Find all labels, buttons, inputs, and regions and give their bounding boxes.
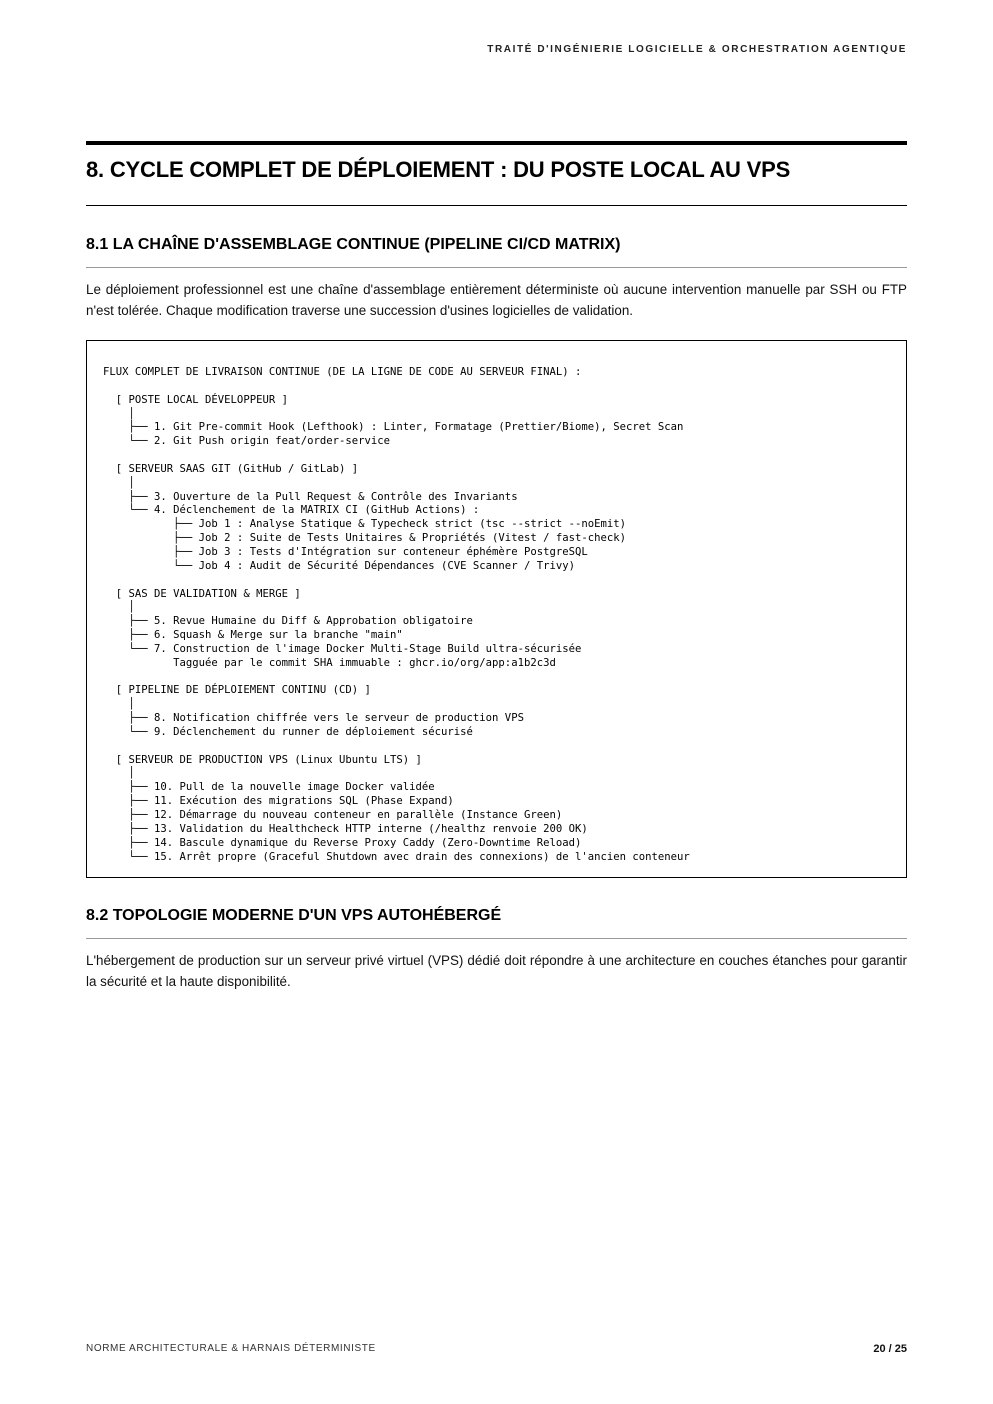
- code-line: [ PIPELINE DE DÉPLOIEMENT CONTINU (CD) ]: [103, 684, 371, 697]
- code-line: [ SERVEUR DE PRODUCTION VPS (Linux Ubuntu LTS) ]: [103, 753, 422, 766]
- code-line: │: [103, 407, 135, 420]
- section-8-1-rule: [86, 267, 907, 268]
- code-line: [103, 740, 690, 754]
- section-8-2-paragraph: L'hébergement de production sur un serveur privé virtuel (VPS) dédié doit répondre à une architecture en couches étanches pour garantir la sécurité et la haute disponibilité.: [86, 953, 907, 989]
- code-line: ├── 3. Ouverture de la Pull Request & Contrôle des Invariants: [103, 490, 518, 503]
- code-line: [103, 380, 690, 394]
- code-line: ├── Job 1 : Analyse Statique & Typecheck strict (tsc --strict --noEmit): [103, 518, 626, 531]
- section-8-1-paragraph: Le déploiement professionnel est une chaîne d'assemblage entièrement déterministe où aucune intervention manuelle par SSH ou FTP n'est tolérée. Chaque modification traverse une succession d'usines logicielles de validation.: [86, 282, 907, 318]
- running-header: TRAITÉ D'INGÉNIERIE LOGICIELLE & ORCHESTRATION AGENTIQUE: [487, 44, 907, 55]
- code-line: [ SAS DE VALIDATION & MERGE ]: [103, 587, 301, 600]
- code-line: │: [103, 476, 135, 489]
- code-line: ├── Job 3 : Tests d'Intégration sur conteneur éphémère PostgreSQL: [103, 545, 588, 558]
- code-line: ├── 10. Pull de la nouvelle image Docker validée: [103, 781, 435, 794]
- section-8-1-title: 8.1 LA CHAÎNE D'ASSEMBLAGE CONTINUE (PIPELINE CI/CD MATRIX): [86, 236, 621, 253]
- code-line: [ SERVEUR SAAS GIT (GitHub / GitLab) ]: [103, 462, 359, 475]
- code-line: ├── 6. Squash & Merge sur la branche "main": [103, 629, 403, 642]
- code-line: │: [103, 767, 135, 780]
- chapter-title: 8. CYCLE COMPLET DE DÉPLOIEMENT : DU POSTE LOCAL AU VPS: [86, 157, 791, 182]
- code-line: [103, 449, 690, 463]
- code-line: [103, 574, 690, 588]
- code-line: ├── 8. Notification chiffrée vers le serveur de production VPS: [103, 712, 524, 725]
- code-line: └── 2. Git Push origin feat/order-service: [103, 435, 391, 448]
- code-line: [103, 671, 690, 685]
- code-line: FLUX COMPLET DE LIVRAISON CONTINUE (DE LA LIGNE DE CODE AU SERVEUR FINAL) :: [103, 366, 582, 378]
- footer-title: NORME ARCHITECTURALE & HARNAIS DÉTERMINISTE: [86, 1343, 376, 1354]
- code-line: └── 7. Construction de l'image Docker Multi-Stage Build ultra-sécurisée: [103, 642, 582, 655]
- chapter-top-rule: [86, 141, 907, 145]
- code-line: └── Job 4 : Audit de Sécurité Dépendances (CVE Scanner / Trivy): [103, 559, 575, 572]
- section-8-2-rule: [86, 938, 907, 939]
- code-line: └── 9. Déclenchement du runner de déploiement sécurisé: [103, 725, 473, 738]
- code-line: ├── 11. Exécution des migrations SQL (Phase Expand): [103, 795, 454, 808]
- code-line: ├── 5. Revue Humaine du Diff & Approbation obligatoire: [103, 615, 473, 628]
- code-line: ├── 1. Git Pre-commit Hook (Lefthook) : Linter, Formatage (Prettier/Biome), Secret Scan: [103, 421, 684, 434]
- code-line: ├── 13. Validation du Healthcheck HTTP interne (/healthz renvoie 200 OK): [103, 822, 588, 835]
- code-line: │: [103, 601, 135, 614]
- code-line: Tagguée par le commit SHA immuable : ghcr.io/org/app:a1b2c3d: [103, 656, 556, 669]
- deployment-flow-listing: [103, 366, 690, 864]
- code-line: ├── 12. Démarrage du nouveau conteneur en parallèle (Instance Green): [103, 809, 563, 821]
- code-line: └── 4. Déclenchement de la MATRIX CI (GitHub Actions) :: [103, 504, 480, 517]
- code-line: └── 15. Arrêt propre (Graceful Shutdown avec drain des connexions) de l'ancien conteneur: [103, 850, 690, 863]
- code-line: │: [103, 698, 135, 711]
- chapter-bottom-rule: [86, 205, 907, 206]
- section-8-2-title: 8.2 TOPOLOGIE MODERNE D'UN VPS AUTOHÉBERGÉ: [86, 907, 502, 924]
- code-line: ├── Job 2 : Suite de Tests Unitaires & Propriétés (Vitest / fast-check): [103, 532, 626, 545]
- code-listing-box: [86, 340, 907, 878]
- code-line: [ POSTE LOCAL DÉVELOPPEUR ]: [103, 393, 288, 406]
- page-number: 20 / 25: [873, 1343, 907, 1355]
- code-line: ├── 14. Bascule dynamique du Reverse Proxy Caddy (Zero-Downtime Reload): [103, 836, 582, 849]
